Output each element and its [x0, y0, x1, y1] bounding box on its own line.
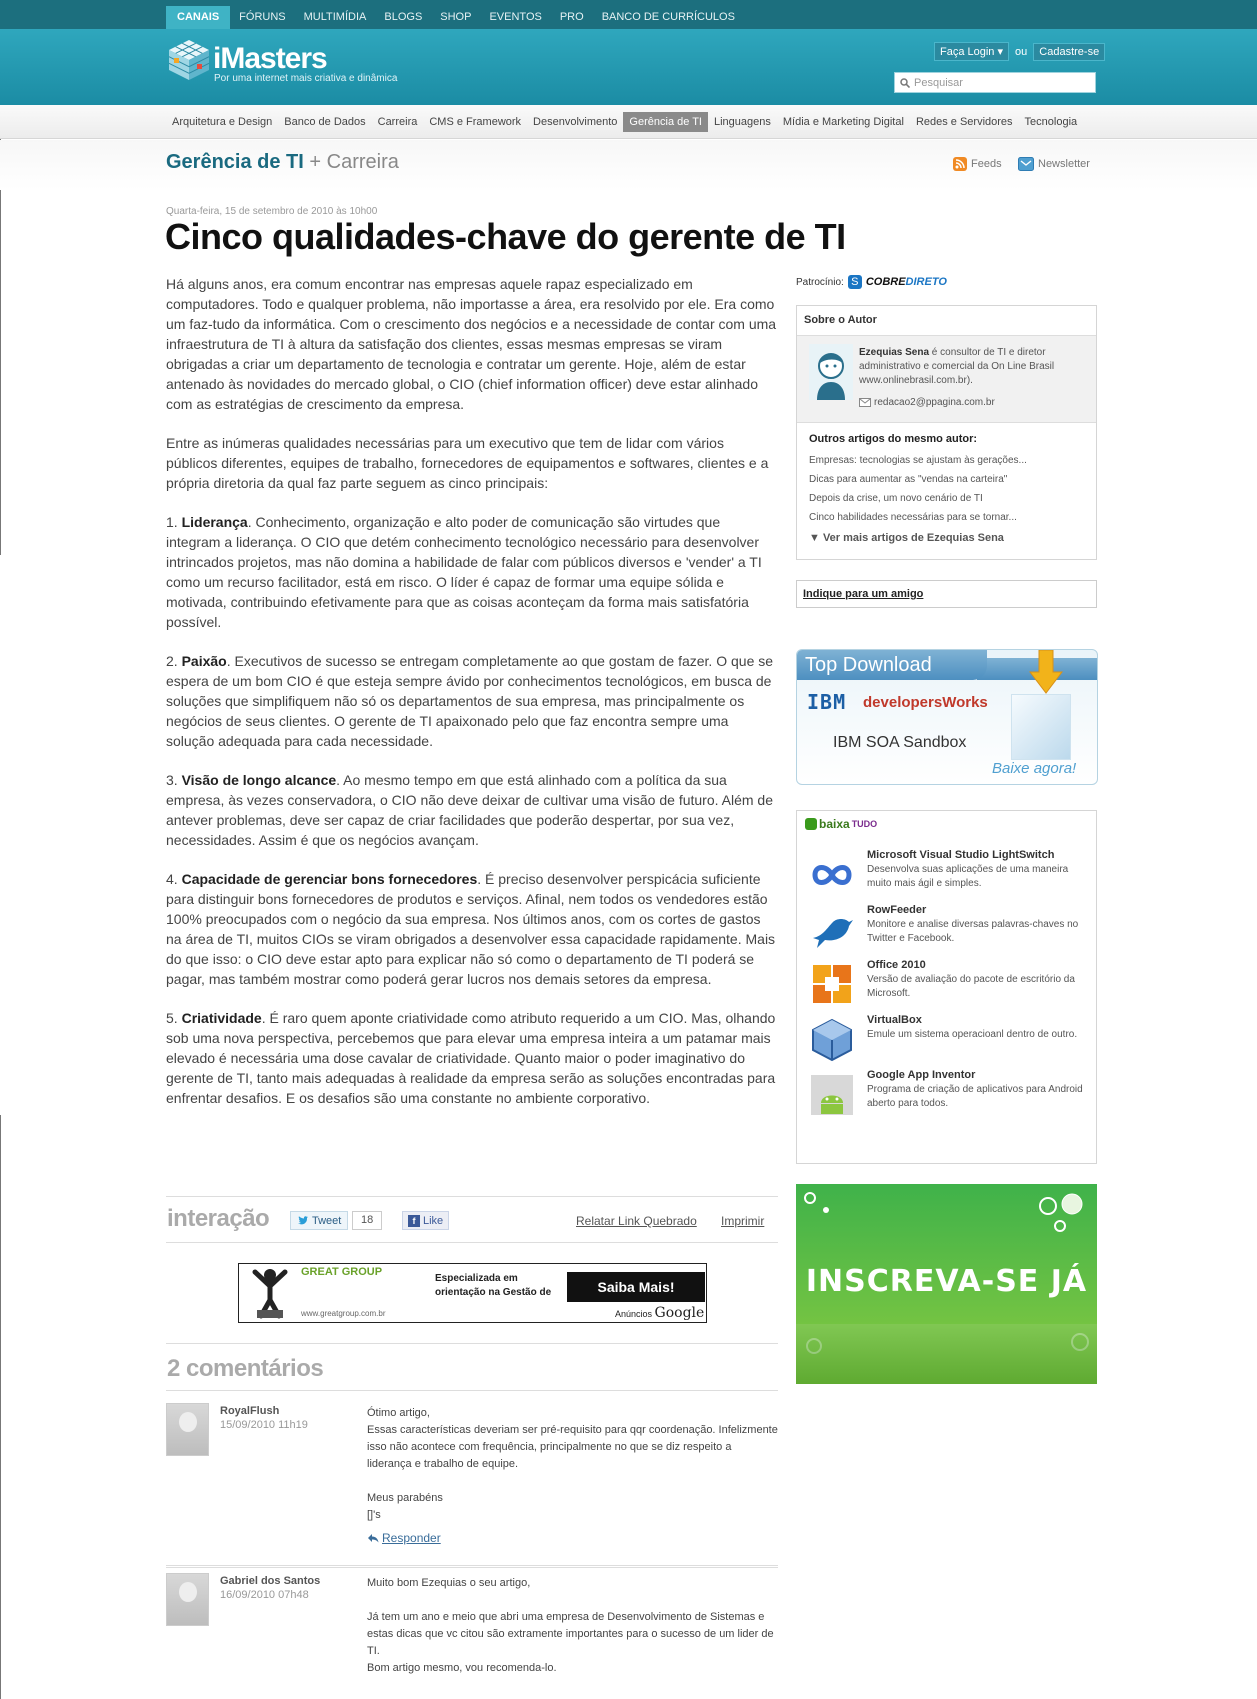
logo-cube-icon[interactable] [167, 38, 211, 82]
article-list-item: 1. Liderança. Conhecimento, organização e alto poder de comunicação são virtudes que integram a liderança. O CIO que detém conhecimento tecnológico necessário para desenvolver intrincados projetos, mas não domina a habilidade de falar com públicos diversos e 'vender' a TI como um recurso facilitador, está em risco. O líder é capaz de formar uma equipe sólida e motivada, contribuindo efetivamente para que as coisas aconteçam da forma mais satisfatória possível. [166, 514, 762, 630]
comment-divider [166, 1565, 778, 1566]
article-list-item: 3. Visão de longo alcance. Ao mesmo tempo em que está alinhado com a política da sua empresa, às vezes conservadora, o CIO não deve deixar de cultivar uma visão de futuro. Além de antever problemas, deve ser capaz de criar facilidades que poderão despertar, por sua vez, necessidades. Assim é que os negócios avançam. [166, 772, 773, 848]
other-article-link[interactable]: Dicas para aumentar as "vendas na carteira" [809, 474, 1008, 485]
category-nav-item[interactable]: Carreira [377, 116, 418, 128]
sponsor-label: Patrocínio: [796, 276, 844, 288]
comments-count: 2 comentários [167, 1355, 324, 1382]
item-heading: Capacidade de gerenciar bons fornecedores [181, 871, 478, 887]
comment-date: 15/09/2010 11h19 [220, 1419, 308, 1431]
or-label: ou [1015, 45, 1028, 58]
interaction-label: interação [167, 1205, 270, 1232]
city-skyline [796, 1324, 1097, 1384]
search-placeholder: Pesquisar [914, 76, 963, 89]
ad-brand: GREAT GROUP [301, 1266, 383, 1278]
top-nav-item-canais[interactable]: CANAIS [166, 6, 230, 29]
recommend-box [796, 580, 1097, 608]
baixatudo-logo-icon [805, 818, 817, 830]
see-more-articles-link[interactable]: ▼ Ver mais artigos de Ezequias Sena [809, 532, 1004, 544]
developerworks-logo: developersWorks [863, 694, 988, 711]
comment [166, 1567, 778, 1674]
virtualbox-icon [809, 1018, 855, 1062]
ad-text: Especializada em orientação na Gestão de [435, 1273, 552, 1298]
ibm-logo: IBM [807, 690, 847, 714]
reply-arrow-icon [367, 1533, 379, 1543]
author-info [797, 335, 1096, 423]
other-article-link[interactable]: Depois da crise, um novo cenário de TI [809, 493, 983, 504]
top-nav-item-shop[interactable]: SHOP [440, 11, 472, 23]
article-list-item: 2. Paixão. Executivos de sucesso se entregam completamente ao que gostam de fazer. O que se espera de um bom CIO é que esteja sempre ávido por conhecimentos tecnológicos, em busca de soluções que simplifiquem não só os departamentos de sua empresa, mas principalmente os negócios de seus clientes. O gerente de TI apaixonado pelo que faz encontra sempre uma solução adequada para cada necessidade. [166, 653, 774, 749]
item-heading: Visão de longo alcance [181, 772, 337, 788]
top-nav-item-eventos[interactable]: EVENTOS [489, 11, 542, 23]
download-now-link[interactable]: Baixe agora! [992, 760, 1077, 777]
login-button[interactable]: Faça Login ▾ [934, 42, 1009, 61]
article-list-item: 4. Capacidade de gerenciar bons fornecedores. É preciso desenvolver perspicácia suficiente para distinguir bons fornecedores de produtos e serviços. Afinal, nem todos os vendedores estão 100% preocupados com o negócio da sua empresa. Nos últimos anos, com os cortes de gastos na área de TI, muitos CIOs se viram obrigados a desenvolver essa capacidade rapidamente. Mais do que isso: o CIO deve estar apto para explicar não só como o departamento de TI poderá se pagar, mas também mostrar como poderá gerar lucros nos demais setores da empresa. [166, 871, 776, 987]
rss-icon [953, 157, 967, 171]
software-item[interactable]: Microsoft Visual Studio LightSwitch Desenvolva suas aplicações de uma maneira muito mais ágil e simples. [809, 849, 1094, 901]
site-tagline: Por uma internet mais criativa e dinâmica [214, 73, 398, 84]
category-nav-item[interactable]: Linguagens [713, 116, 771, 128]
item-heading: Liderança [181, 514, 248, 530]
article-paragraph: Há alguns anos, era comum encontrar nas empresas aquele rapaz especializado em computadores. Todo e qualquer problema, não importasse a área, era resolvido por ele. Era como um faz-tudo da informática. Com o crescimento dos negócios e a necessidade de contar com uma infraestrutura de TI à altura da satisfação dos clientes, essas mesmas empresas se viram obrigadas a criar um departamento de tecnologia e contratar um gerente. Hoje, além de estar antenado às novidades do mercado global, o CIO (chief information officer) deve estar alinhado com as estratégias de crescimento da empresa. [166, 276, 777, 412]
article-title: Cinco qualidades-chave do gerente de TI [165, 216, 846, 257]
signup-button[interactable]: Cadastre-se [1033, 43, 1105, 61]
cobredireto-logo-icon: S [848, 275, 862, 289]
feeds-label: Feeds [971, 158, 1002, 170]
author-box [796, 305, 1097, 560]
person-jumping-icon [247, 1266, 293, 1320]
article-paragraph: Entre as inúmeras qualidades necessárias para um executivo que tem de lidar com vários públicos diferentes, equipes de trabalho, fornecedores de equipamentos e softwares, clientes e a própria diretoria da qual faz parte seguem as cinco principais: [166, 435, 769, 491]
android-icon [809, 1073, 855, 1117]
feeds-link[interactable] [953, 157, 1002, 171]
product-name: IBM SOA Sandbox [833, 734, 967, 751]
avatar [166, 1573, 209, 1626]
category-nav-item-active[interactable]: Gerência de TI [623, 112, 708, 132]
mail-icon [859, 398, 871, 407]
avatar [166, 1403, 209, 1456]
top-nav-item-pro[interactable]: PRO [559, 11, 584, 23]
ad-url[interactable]: www.greatgroup.com.br [301, 1309, 386, 1318]
tweet-count: 18 [352, 1211, 382, 1230]
category-nav-item[interactable]: Arquitetura e Design [172, 116, 273, 128]
signup-banner-text: INSCREVA-SE JÁ [805, 1264, 1088, 1299]
window-edge [0, 1115, 1, 1699]
breadcrumb [166, 151, 399, 174]
recommend-link[interactable]: Indique para um amigo [803, 588, 924, 600]
office-icon [809, 963, 855, 1007]
ad-banner[interactable] [238, 1263, 707, 1323]
category-nav-item[interactable]: CMS e Framework [429, 116, 522, 128]
signup-banner[interactable] [796, 1184, 1097, 1384]
top-nav-item-blogs[interactable]: BLOGS [384, 11, 423, 23]
software-item[interactable]: RowFeeder Monitore e analise diversas palavras-chaves no Twitter e Facebook. [809, 904, 1094, 956]
other-article-link[interactable]: Cinco habilidades necessárias para se tornar... [809, 512, 1017, 523]
item-heading: Paixão [181, 653, 227, 669]
facebook-icon: f [408, 1215, 420, 1227]
twitter-bird-icon [297, 1216, 309, 1226]
author-bio: Ezequias Sena é consultor de TI e diretor administrativo e comercial da On Line Brasil www.onlinebrasil.com.br). [859, 347, 1055, 386]
top-nav-item-multimidia[interactable]: MULTIMÍDIA [303, 11, 367, 23]
category-nav [0, 105, 1257, 139]
author-photo [809, 344, 853, 400]
other-article-link[interactable]: Empresas: tecnologias se ajustam às gerações... [809, 455, 1027, 466]
comment-author[interactable]: RoyalFlush [220, 1405, 280, 1417]
top-download-ad[interactable] [796, 649, 1098, 785]
comments-header [166, 1343, 778, 1391]
author-box-header: Sobre o Autor [804, 314, 877, 326]
top-nav-item-banco-curriculos[interactable]: BANCO DE CURRÍCULOS [601, 11, 735, 23]
reply-link[interactable]: Responder [367, 1531, 441, 1545]
newsletter-label: Newsletter [1038, 158, 1090, 170]
visual-studio-icon [809, 853, 855, 897]
top-nav-item-foruns[interactable]: FÓRUNS [239, 11, 286, 23]
article-list-item: 5. Criatividade. É raro quem aponte criatividade como atributo requerido a um CIO. Mas, olhando sob uma nova perspectiva, percebemos que para elevar uma empresa inteira a um patamar mais elevado é necessária uma dose cavalar de criatividade. Quanto maior o poder imaginativo do gerente de TI, tanto mais adequadas à realidade da empresa serão as soluções encontradas para enfrentar desafios. E os desafios são uma constante no ambiente corporativo. [166, 1010, 776, 1106]
envelope-icon [1018, 157, 1034, 171]
other-articles-header: Outros artigos do mesmo autor: [809, 433, 978, 445]
category-nav-item[interactable]: Mídia e Marketing Digital [782, 116, 904, 128]
item-heading: Criatividade [181, 1010, 262, 1026]
top-nav [166, 6, 744, 29]
top-download-header: Top Download [797, 650, 987, 680]
interaction-bar [166, 1196, 778, 1243]
category-nav-item[interactable]: Tecnologia [1024, 116, 1078, 128]
article-date: Quarta-feira, 15 de setembro de 2010 às 10h00 [166, 206, 378, 217]
comment-text: Ótimo artigo, Essas características deveriam ser pré-requisito para qqr coordenação. Infelizmente isso não acontece com frequência, principalmente no que se diz respeito a liderança e trabalho de equipe. Meus parabéns []'s [367, 1407, 778, 1521]
ad-google-label[interactable]: Anúncios Google [615, 1305, 705, 1321]
category-nav-item[interactable]: Desenvolvimento [533, 116, 618, 128]
product-box-image [1011, 694, 1071, 760]
newsletter-link[interactable] [1018, 157, 1090, 171]
site-brand[interactable]: iMasters [213, 42, 327, 75]
software-item[interactable]: VirtualBox Emule um sistema operacioanl dentro de outro. [809, 1014, 1094, 1066]
breadcrumb-main[interactable]: Gerência de TI [166, 151, 304, 173]
comment-date: 16/09/2010 07h48 [220, 1589, 309, 1601]
login-area [934, 42, 1105, 61]
rowfeeder-bird-icon [809, 908, 855, 952]
baixatudo-logo[interactable]: baixa TUDO [805, 817, 877, 831]
tweet-button[interactable]: Tweet [290, 1211, 348, 1230]
article-body [166, 274, 778, 1127]
report-broken-link[interactable]: Relatar Link Quebrado [576, 1214, 697, 1228]
category-nav-item[interactable]: Redes e Servidores [915, 116, 1013, 128]
software-item[interactable]: Office 2010 Versão de avaliação do pacote de escritório da Microsoft. [809, 959, 1094, 1011]
ad-cta-button[interactable]: Saiba Mais! [567, 1272, 705, 1302]
sponsor [796, 275, 947, 289]
category-nav-item[interactable]: Banco de Dados [284, 116, 366, 128]
other-articles-list [809, 451, 1027, 527]
baixatudo-box [796, 810, 1097, 1164]
breadcrumb-sub[interactable]: + Carreira [309, 151, 399, 173]
software-item[interactable]: Google App Inventor Programa de criação de aplicativos para Android aberto para todos. [809, 1069, 1094, 1121]
like-button[interactable]: f Like [402, 1211, 449, 1230]
author-email[interactable]: redacao2@ppagina.com.br [859, 397, 995, 408]
print-link[interactable]: Imprimir [721, 1214, 765, 1228]
sponsor-logo[interactable]: COBREDIRETO [865, 276, 947, 288]
search-icon [900, 78, 910, 88]
comment-text: Muito bom Ezequias o seu artigo, Já tem um ano e meio que abri uma empresa de Desenvolvimento de Sistemas e estas dicas que vc citou são extramente importantes para o sucesso de um lider de TI. Bom artigo mesmo, vou recomenda-lo. [367, 1577, 774, 1674]
comment-author[interactable]: Gabriel dos Santos [220, 1575, 321, 1587]
search-input[interactable] [894, 72, 1096, 93]
top-nav-bar [0, 0, 1257, 29]
download-arrow-icon [1029, 650, 1063, 694]
